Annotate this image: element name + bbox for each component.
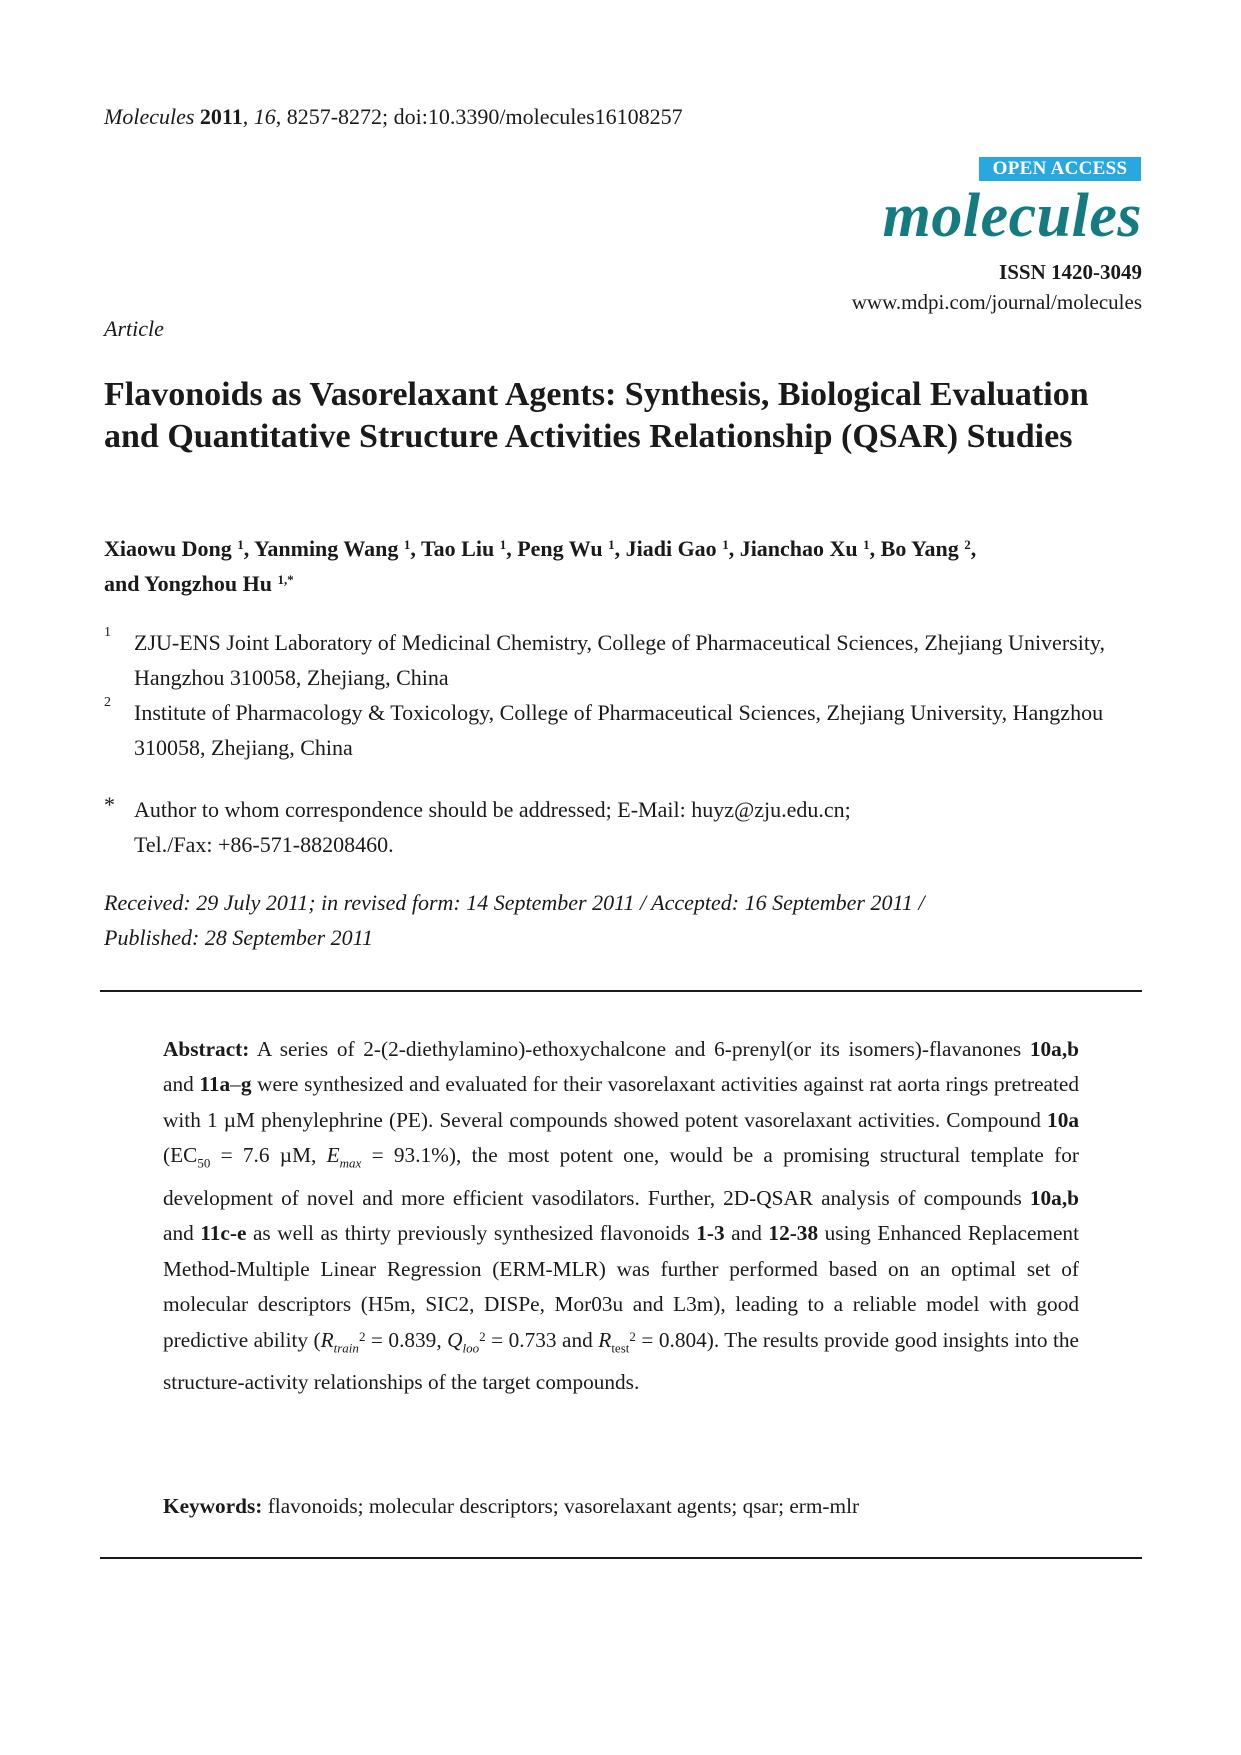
citation-volume: 16	[253, 104, 276, 129]
citation-line: Molecules 2011, 16, 8257-8272; doi:10.3390/molecules16108257	[104, 104, 683, 129]
abstract-segment: and	[163, 1072, 200, 1097]
citation-rest: , 8257-8272; doi:10.3390/molecules16108257	[275, 104, 683, 129]
abstract-segment: E	[326, 1143, 340, 1168]
abstract-segment: loo	[462, 1339, 480, 1355]
abstract-segment: 11a	[199, 1072, 231, 1097]
affiliation-number: 2	[104, 695, 111, 710]
abstract-segment: 2	[479, 1328, 486, 1344]
abstract-segment: 10a,b	[1029, 1037, 1079, 1061]
abstract-segment: = 0.733 and	[485, 1327, 599, 1352]
authors-joiner: and	[104, 571, 140, 596]
author-list: Xiaowu Dong $^1$, Yanming Wang $^1$, Tao Liu $^1$, Peng Wu $^1$, Jiadi Gao $^1$, Jianchao Xu $^1$, Bo Yang $^2$, and Yongzhou Hu $^{1,*}$	[104, 536, 977, 596]
citation-year: 2011	[199, 104, 243, 129]
author-affiliation-mark: 1	[237, 537, 244, 552]
abstract-segment: 11c-e	[200, 1221, 247, 1246]
publication-dates	[104, 885, 1144, 955]
abstract-segment: 12-38	[768, 1221, 819, 1246]
author-name: Yanming Wang	[253, 536, 399, 561]
author-affiliation-mark: 1	[499, 537, 507, 552]
abstract-segment: 1-3	[696, 1221, 725, 1246]
keywords-text: flavonoids; molecular descriptors; vasorelaxant agents; qsar; erm-mlr	[262, 1494, 860, 1518]
author-name: Tao Liu	[421, 536, 495, 561]
abstract-segment: as well as thirty previously synthesized flavonoids	[246, 1221, 697, 1246]
bottom-divider	[100, 1557, 1142, 1559]
abstract-segment: R	[320, 1327, 334, 1352]
abstract-segment: A series of 2-(2-diethylamino)-ethoxychalcone and 6-prenyl(or its isomers)-flavanones	[249, 1037, 1030, 1061]
dates-line-1: Received: 29 July 2011; in revised form: 14 September 2011 / Accepted: 16 September 2011 /	[104, 890, 925, 915]
affiliation-text: ZJU-ENS Joint Laboratory of Medicinal Chemistry, College of Pharmaceutical Sciences, Zhejiang University, Hangzhou 310058, Zhejiang, China	[134, 630, 1106, 690]
abstract-segment: –	[230, 1072, 241, 1097]
author-name: Peng Wu	[517, 536, 603, 561]
author-affiliation-mark: 1	[863, 537, 870, 552]
dates-line-2: Published: 28 September 2011	[104, 925, 374, 950]
abstract-segment: = 7.6 µM,	[210, 1143, 327, 1168]
abstract-segment: using Enhanced Replacement Method-Multiple Linear Regression (ERM-MLR) was further performed based on an optimal set of molecular descriptors (H5m, SIC2, DISPe, Mor03u and L3m), leading to a reliable model with good predictive ability (	[163, 1221, 1079, 1352]
abstract-segment: 10a,b	[1029, 1185, 1079, 1210]
author-affiliation-mark: 1	[722, 537, 729, 552]
author-affiliation-mark: 2	[964, 537, 971, 552]
abstract-label: Abstract:	[163, 1037, 250, 1061]
affiliation-number: 1	[104, 625, 111, 640]
abstract-segment: = 93.1%), the most potent one, would be a promising structural template for development of novel and more efficient vasodilators. Further, 2D-QSAR analysis of compounds	[163, 1143, 1079, 1210]
correspondence-marker: *	[104, 792, 115, 817]
abstract-segment: = 0.839,	[365, 1327, 448, 1352]
abstract-segment: 50	[197, 1155, 211, 1171]
author-name: Jianchao Xu	[739, 536, 858, 561]
journal-website-link[interactable]: www.mdpi.com/journal/molecules	[851, 290, 1142, 314]
author-name: Bo Yang	[880, 536, 959, 561]
keywords	[163, 1494, 1079, 1519]
abstract-segment: = 0.804). The results provide good insights into the structure-activity relationships of the target compounds.	[163, 1327, 1079, 1395]
correspondence-line-1: Author to whom correspondence should be addressed; E-Mail: huyz@zju.edu.cn;	[134, 797, 851, 822]
abstract-segment: train	[333, 1339, 359, 1355]
abstract-segment: and	[163, 1221, 201, 1246]
author-affiliation-mark: 1	[403, 537, 411, 552]
abstract-segment: g	[240, 1072, 252, 1097]
author-affiliation-mark: 1,*	[277, 572, 294, 587]
article-title: Flavonoids as Vasorelaxant Agents: Synthesis, Biological Evaluation and Quantitative Structure Activities Relationship (QSAR) Studies	[104, 376, 1089, 455]
author-name: Xiaowu Dong	[104, 536, 232, 561]
abstract-segment: Q	[447, 1327, 463, 1352]
journal-logo: molecules	[882, 182, 1142, 250]
author-name: Jiadi Gao	[625, 536, 717, 561]
abstract-paragraph	[163, 1032, 1079, 1401]
open-access-badge: OPEN ACCESS	[979, 157, 1141, 181]
citation-journal: Molecules	[104, 104, 195, 129]
correspondence-line-2: Tel./Fax: +86-571-88208460.	[134, 832, 394, 857]
abstract-segment: 2	[629, 1328, 636, 1344]
affiliation-text: Institute of Pharmacology & Toxicology, College of Pharmaceutical Sciences, Zhejiang University, Hangzhou 310058, Zhejiang, China	[134, 700, 1104, 760]
abstract-segment: (EC	[163, 1143, 198, 1168]
author-affiliation-mark: 1	[608, 537, 615, 552]
author-name: Yongzhou Hu	[144, 571, 272, 596]
abstract-segment: and	[724, 1221, 769, 1246]
top-divider	[100, 990, 1142, 992]
issn: ISSN 1420-3049	[999, 260, 1142, 284]
abstract-segment: 2	[358, 1328, 366, 1344]
article-type: Article	[104, 316, 164, 341]
abstract-segment: max	[339, 1155, 362, 1171]
keywords-label: Keywords:	[163, 1494, 263, 1518]
abstract-segment: R	[598, 1327, 612, 1352]
abstract-segment: test	[611, 1339, 630, 1355]
abstract-segment: were synthesized and evaluated for their vasorelaxant activities against rat aorta rings pretreated with 1 µM phenylephrine (PE). Several compounds showed potent vasorelaxant activities. Compound	[163, 1072, 1079, 1132]
abstract-segment: 10a	[1047, 1107, 1079, 1132]
